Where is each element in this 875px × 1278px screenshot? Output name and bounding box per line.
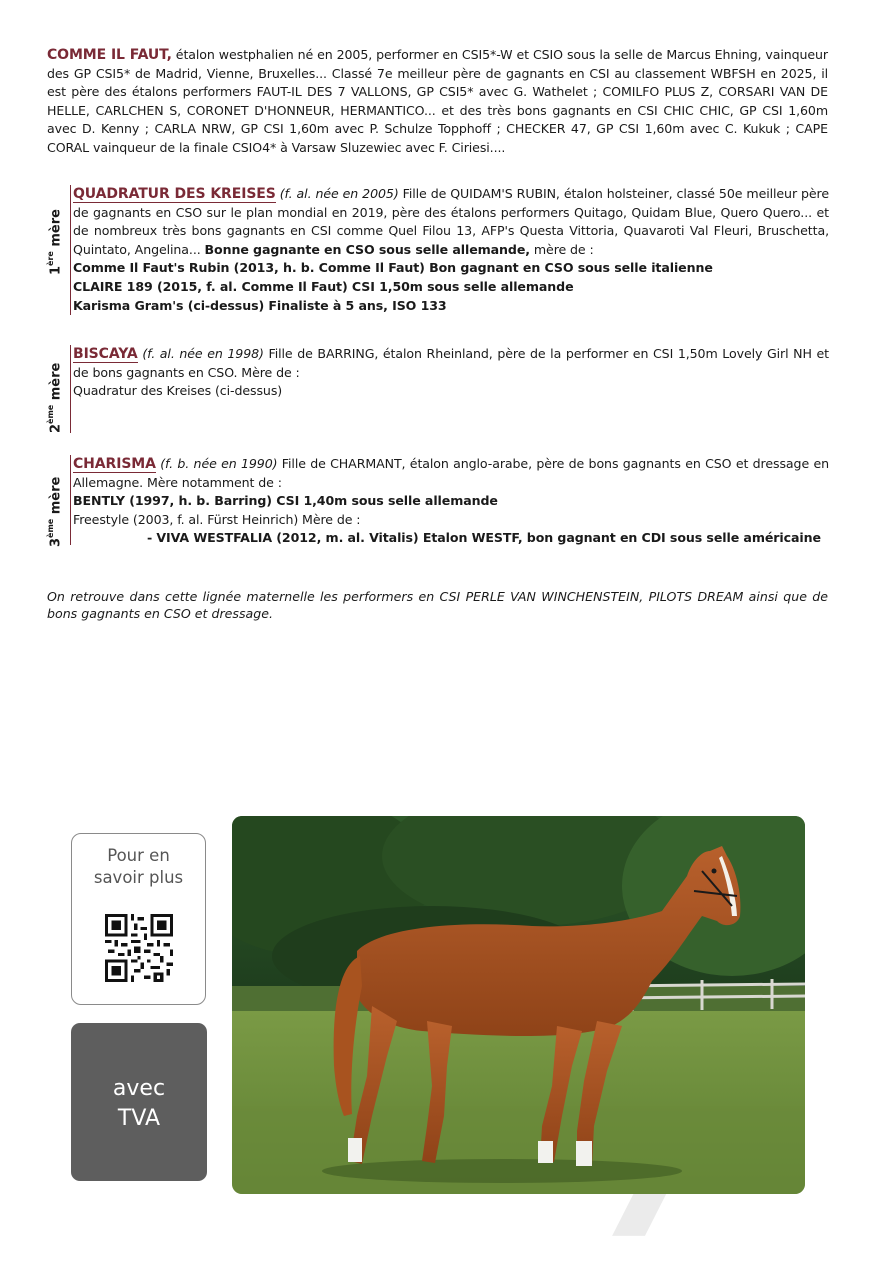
more-info-box[interactable] [71, 833, 206, 1005]
dam-3-details: (f. b. née en 1990) [155, 456, 278, 471]
dam-3-block [46, 455, 829, 547]
dam-1-text-end: mère de : [529, 241, 594, 257]
dam-1-details: (f. al. née en 2005) [275, 186, 399, 201]
horse-photo [232, 816, 805, 1194]
more-info-line-1: Pour en [107, 846, 170, 865]
tva-box [71, 1023, 207, 1181]
dam-3-name: CHARISMA [73, 456, 156, 472]
dam-1-offspring-2: CLAIRE 189 (2015, f. al. Comme Il Faut) CSI 1,50m sous selle allemande [73, 278, 574, 294]
dam-3-description: Fille de CHARMANT, étalon anglo-arabe, père de bons gagnants en CSO et dressage en Allemagne. Mère notamment de : [73, 456, 829, 490]
dam-3-label: 3ème mère [46, 476, 64, 547]
dam-1-offspring-1: Comme Il Faut's Rubin (2013, h. b. Comme Il Faut) Bon gagnant en CSO sous selle italienne [73, 260, 713, 276]
dam-1-name: QUADRATUR DES KREISES [73, 186, 276, 202]
more-info-text [72, 845, 205, 889]
dam-1-offspring-3: Karisma Gram's (ci-dessus) Finaliste à 5 ans, ISO 133 [73, 297, 447, 313]
dam-2-description: Fille de BARRING, étalon Rheinland, père de la performer en CSI 1,50m Lovely Girl NH et de bons gagnants en CSO. Mère de : [73, 346, 829, 380]
dam-2-name: BISCAYA [73, 346, 138, 362]
dam-1-text [70, 185, 829, 315]
dam-2-text [70, 345, 829, 433]
dam-3-grand-offspring: - VIVA WESTFALIA (2012, m. al. Vitalis) Etalon WESTF, bon gagnant en CDI sous selle américaine [147, 530, 821, 546]
dam-2-label: 2ème mère [46, 362, 64, 433]
dam-3-offspring-1: BENTLY (1997, h. b. Barring) CSI 1,40m sous selle allemande [73, 493, 498, 509]
dam-2-block [46, 345, 829, 435]
lineage-footnote: On retrouve dans cette lignée maternelle les performers en CSI PERLE VAN WINCHENSTEIN, PILOTS DREAM ainsi que de bons gagnants en CSO et dressage. [47, 589, 828, 621]
sire-paragraph [47, 46, 828, 158]
more-info-line-2: savoir plus [93, 868, 184, 887]
sire-text: étalon westphalien né en 2005, performer en CSI5*-W et CSIO sous la selle de Marcus Ehning, vainqueur des GP CSI5* de Madrid, Vienne, Bruxelles... Classé 7e meilleur père de gagnants en CSI au classement WBFSH en 2025, il est père des étalons performers FAUT-IL DES 7 VALLONS, GP CSI5* avec G. Wathelet ; COMILFO PLUS Z, CORSARI VAN DE HELLE, CARLCHEN S, CORONET D'HONNEUR, HERMANTICO... et des très bons gagnants en CSI CHIC CHIC, GP CSI 1,60m avec D. Kenny ; CARLA NRW, GP CSI 1,60m avec P. Schulze Topphoff ; CHECKER 47, GP CSI 1,60m avec C. Kukuk ; CAPE CORAL vainqueur de la finale CSIO4* à Varsaw Sluzewiec avec F. Ciriesi.... [47, 47, 828, 155]
qr-code-icon[interactable] [105, 914, 173, 982]
tva-line-1: avec [112, 1076, 166, 1101]
dam-3-offspring-2: Freestyle (2003, f. al. Fürst Heinrich) Mère de : [73, 511, 361, 527]
dam-1-description: Fille de QUIDAM'S RUBIN, étalon holsteiner, classé 50e meilleur père de gagnants en CSO sur le plan mondial en 2019, père des étalons performers Quitago, Quidam Blue, Quero Quero... et de nombreux très bons gagnants en CSI comme Quel Filou 13, AFP's Questa Vittoria, Quavaroti Val Fleuri, Bruschetta, Quintato, Angelina... [73, 186, 830, 257]
tva-line-2: TVA [117, 1106, 161, 1131]
dam-1-highlight: Bonne gagnante en CSO sous selle allemande, [204, 241, 530, 257]
dam-1-block [46, 185, 829, 317]
horse-photo-illustration [232, 816, 805, 1194]
dam-2-details: (f. al. née en 1998) [137, 346, 264, 361]
dam-3-text [70, 455, 829, 545]
dam-2-offspring-1: Quadratur des Kreises (ci-dessus) [73, 383, 283, 399]
dam-1-label: 1ère mère [46, 209, 64, 275]
sire-name: COMME IL FAUT, [47, 47, 172, 63]
